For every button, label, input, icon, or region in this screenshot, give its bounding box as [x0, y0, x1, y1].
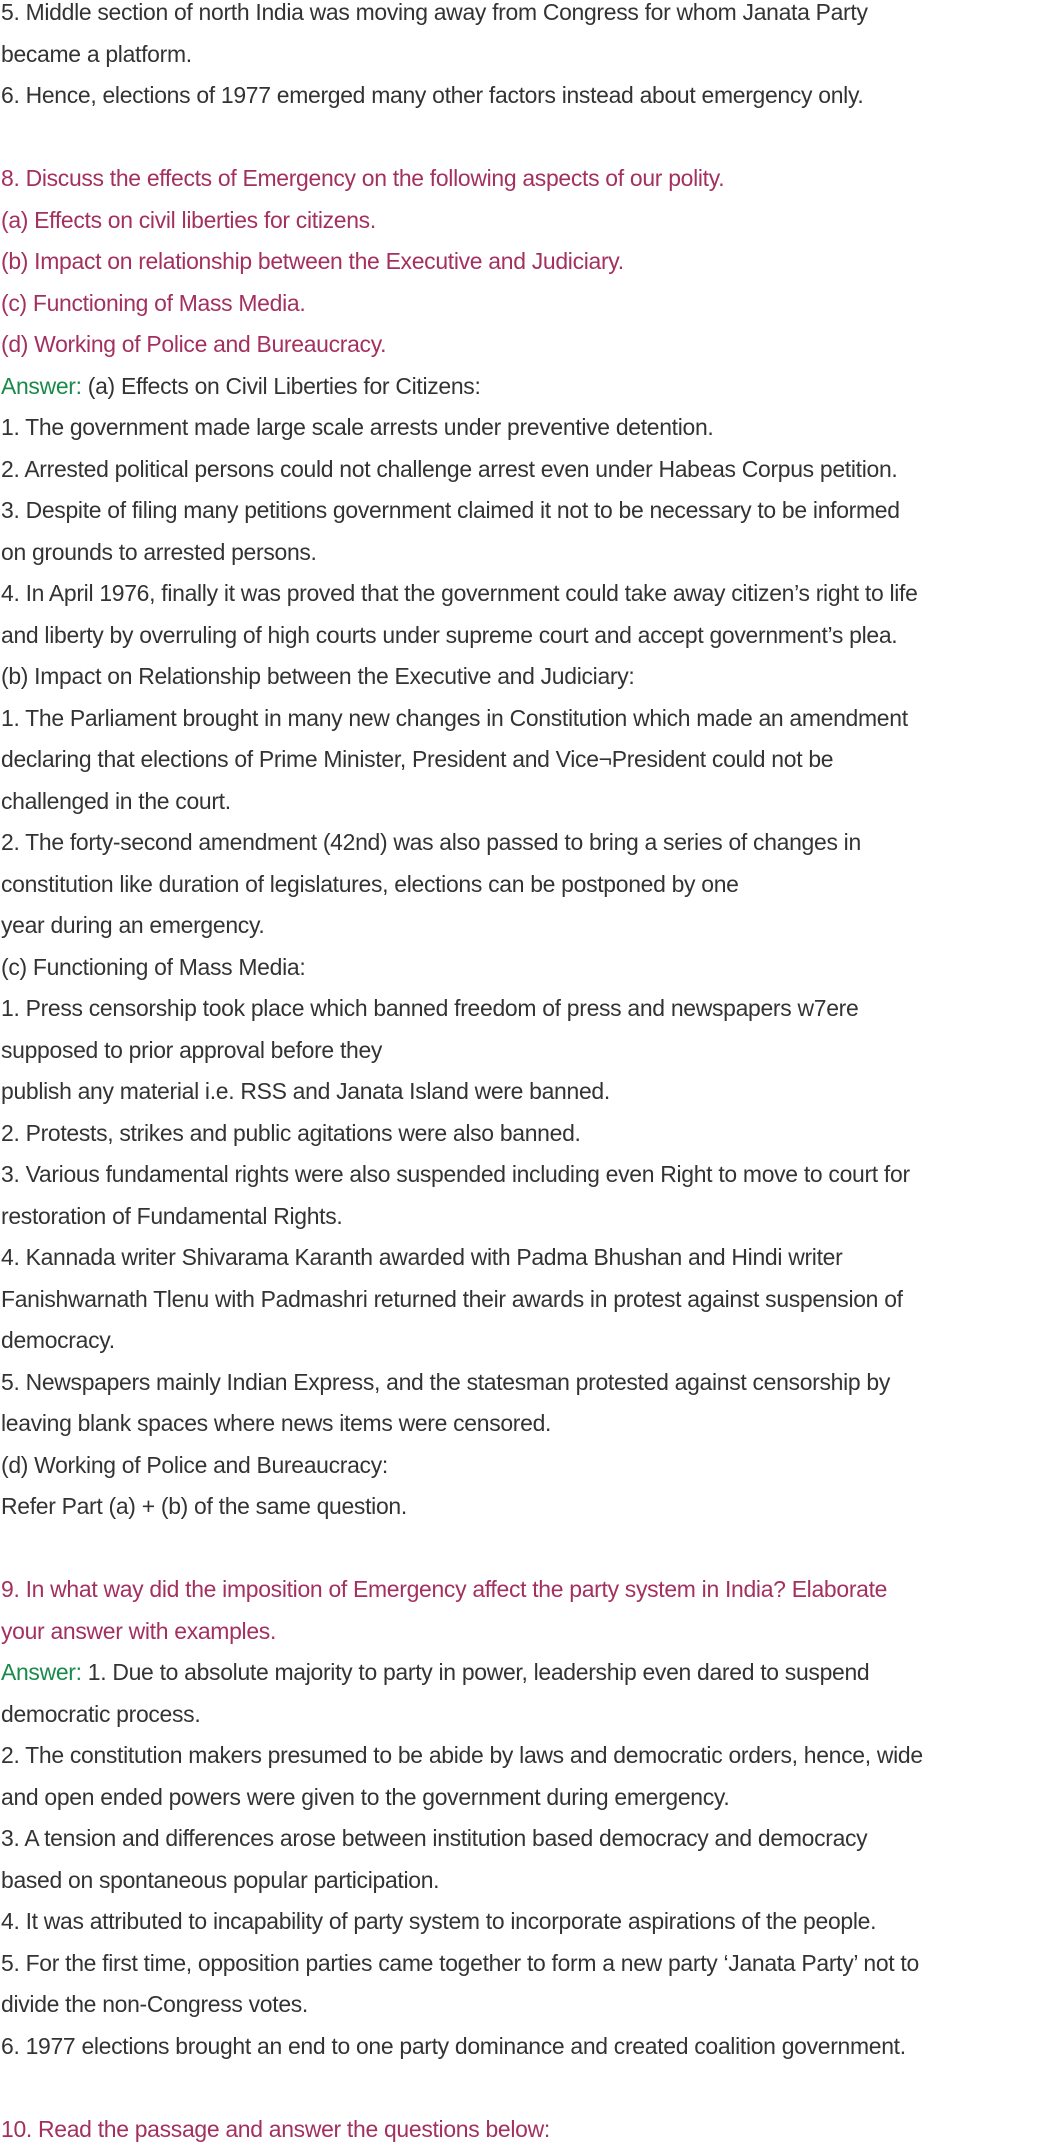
text-line: 1. The government made large scale arrests under preventive detention.	[1, 407, 1048, 449]
paragraph-gap	[1, 1528, 1048, 1570]
text-line: divide the non-Congress votes.	[1, 1984, 1048, 2026]
question-line: (b) Impact on relationship between the Executive and Judiciary.	[1, 241, 1048, 283]
text-line: 5. For the first time, opposition parties came together to form a new party ‘Janata Party’ not to	[1, 1943, 1048, 1985]
text-line: constitution like duration of legislatures, elections can be postponed by one	[1, 864, 1048, 906]
text-line: became a platform.	[1, 34, 1048, 76]
answer-line	[1, 1652, 1048, 1694]
text-line: 3. A tension and differences arose between institution based democracy and democracy	[1, 1818, 1048, 1860]
text-line: leaving blank spaces where news items were censored.	[1, 1403, 1048, 1445]
text-line: 5. Middle section of north India was moving away from Congress for whom Janata Party	[1, 0, 1048, 34]
question-line: (c) Functioning of Mass Media.	[1, 283, 1048, 325]
paragraph-gap	[1, 2067, 1048, 2109]
text-line: on grounds to arrested persons.	[1, 532, 1048, 574]
text-line: 4. Kannada writer Shivarama Karanth awarded with Padma Bhushan and Hindi writer	[1, 1237, 1048, 1279]
text-line: challenged in the court.	[1, 781, 1048, 823]
text-line: based on spontaneous popular participation.	[1, 1860, 1048, 1902]
text-line: supposed to prior approval before they	[1, 1030, 1048, 1072]
text-line: 1. The Parliament brought in many new changes in Constitution which made an amendment	[1, 698, 1048, 740]
answer-label: Answer:	[1, 373, 82, 399]
text-line: restoration of Fundamental Rights.	[1, 1196, 1048, 1238]
text-line: 5. Newspapers mainly Indian Express, and the statesman protested against censorship by	[1, 1362, 1048, 1404]
answer-text: (a) Effects on Civil Liberties for Citizens:	[82, 373, 481, 399]
question-line: 9. In what way did the imposition of Emergency affect the party system in India? Elaborate	[1, 1569, 1048, 1611]
text-line: and open ended powers were given to the government during emergency.	[1, 1777, 1048, 1819]
answer-line	[1, 366, 1048, 408]
paragraph-gap	[1, 117, 1048, 159]
text-line: (b) Impact on Relationship between the Executive and Judiciary:	[1, 656, 1048, 698]
text-line: (c) Functioning of Mass Media:	[1, 947, 1048, 989]
text-line: 3. Various fundamental rights were also suspended including even Right to move to court for	[1, 1154, 1048, 1196]
text-line: 6. 1977 elections brought an end to one party dominance and created coalition government.	[1, 2026, 1048, 2068]
text-line: Refer Part (a) + (b) of the same question.	[1, 1486, 1048, 1528]
text-line: 4. In April 1976, finally it was proved that the government could take away citizen’s right to life	[1, 573, 1048, 615]
question-line: your answer with examples.	[1, 1611, 1048, 1653]
text-line: 4. It was attributed to incapability of party system to incorporate aspirations of the people.	[1, 1901, 1048, 1943]
text-line: 2. Protests, strikes and public agitations were also banned.	[1, 1113, 1048, 1155]
text-line: 3. Despite of filing many petitions government claimed it not to be necessary to be informed	[1, 490, 1048, 532]
text-line: democratic process.	[1, 1694, 1048, 1736]
answer-text: 1. Due to absolute majority to party in power, leadership even dared to suspend	[82, 1659, 870, 1685]
question-line: (d) Working of Police and Bureaucracy.	[1, 324, 1048, 366]
text-line: publish any material i.e. RSS and Janata Island were banned.	[1, 1071, 1048, 1113]
text-line: 2. Arrested political persons could not challenge arrest even under Habeas Corpus petition.	[1, 449, 1048, 491]
text-line: and liberty by overruling of high courts under supreme court and accept government’s plea.	[1, 615, 1048, 657]
text-line: 2. The constitution makers presumed to be abide by laws and democratic orders, hence, wide	[1, 1735, 1048, 1777]
text-line: Fanishwarnath Tlenu with Padmashri returned their awards in protest against suspension of	[1, 1279, 1048, 1321]
text-line: year during an emergency.	[1, 905, 1048, 947]
text-line: 2. The forty-second amendment (42nd) was also passed to bring a series of changes in	[1, 822, 1048, 864]
answer-label: Answer:	[1, 1659, 82, 1685]
text-line: 6. Hence, elections of 1977 emerged many other factors instead about emergency only.	[1, 75, 1048, 117]
question-line: (a) Effects on civil liberties for citizens.	[1, 200, 1048, 242]
text-line: declaring that elections of Prime Minister, President and Vice¬President could not be	[1, 739, 1048, 781]
text-line: democracy.	[1, 1320, 1048, 1362]
question-line: 10. Read the passage and answer the questions below:	[1, 2109, 1048, 2150]
text-line: (d) Working of Police and Bureaucracy:	[1, 1445, 1048, 1487]
question-line: 8. Discuss the effects of Emergency on the following aspects of our polity.	[1, 158, 1048, 200]
text-line: 1. Press censorship took place which banned freedom of press and newspapers w7ere	[1, 988, 1048, 1030]
